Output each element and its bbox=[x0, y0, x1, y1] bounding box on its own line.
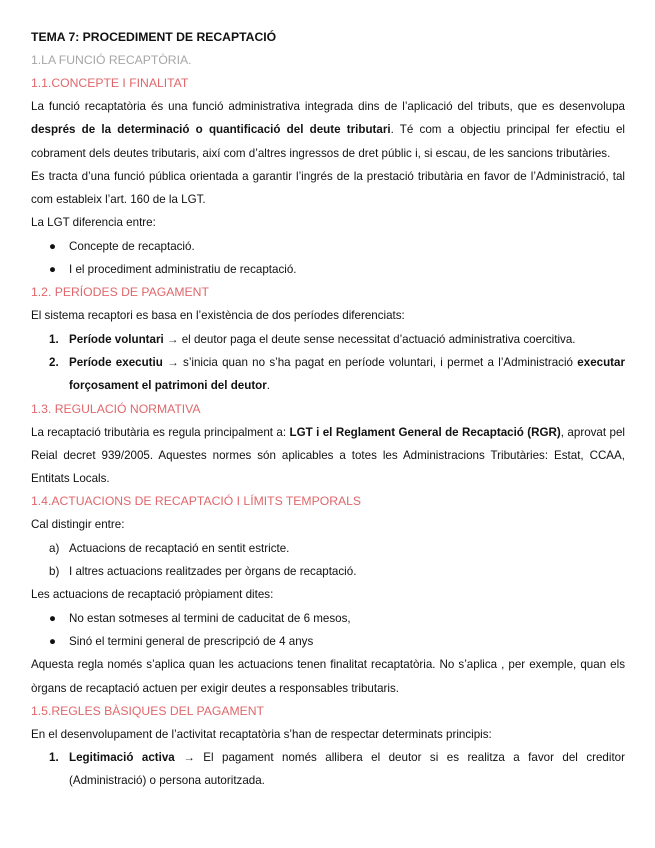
paragraph-principles-intro: En el desenvolupament de l’activitat recaptatòria s’han de respectar determinats principis: bbox=[31, 727, 492, 741]
section-heading-1-3: 1.3. REGULACIÓ NORMATIVA bbox=[31, 401, 201, 416]
list-item: b) I altres actuacions realitzades per òrgans de recaptació. bbox=[49, 565, 357, 579]
bullet-icon: ● bbox=[49, 634, 57, 648]
alpha-list-actions bbox=[31, 537, 625, 584]
list-item: 1. Legitimació activa → El pagament només allibera el deutor si es realitza a favor del creditor (Administració) o persona autoritzada. bbox=[49, 751, 625, 788]
list-item: a) Actuacions de recaptació en sentit estricte. bbox=[49, 541, 290, 555]
paragraph-lgt-distinguishes: La LGT diferencia entre: bbox=[31, 216, 156, 230]
paragraph-actions-proper: Les actuacions de recaptació pròpiament dites: bbox=[31, 588, 274, 602]
paragraph-rule-scope: Aquesta regla només s’aplica quan les actuacions tenen finalitat recaptatòria. No s’aplica , per exemple, quan els òrgans de recaptació actuen per exigir deutes a responsables tributaris. bbox=[31, 658, 625, 695]
paragraph-concept: La funció recaptatòria és una funció administrativa integrada dins de l’aplicació del tributs, que es desenvolupa després de la determinació o quantificació del deute tributari. Té com a objectiu principal fer efectiu el cobrament dels deutes tributaris, així com d’altres ingressos de dret públic i, si escau, de les sancions tributàries. bbox=[31, 100, 626, 160]
list-item: ● I el procediment administratiu de recaptació. bbox=[31, 258, 625, 281]
bullet-icon: ● bbox=[49, 263, 57, 277]
paragraph-periods-intro: El sistema recaptori es basa en l’existència de dos períodes diferenciats: bbox=[31, 309, 405, 323]
list-item: ● Concepte de recaptació. bbox=[31, 235, 625, 258]
section-heading-1: 1.LA FUNCIÓ RECAPTÒRIA. bbox=[31, 53, 192, 67]
bullet-icon: ● bbox=[49, 239, 57, 253]
section-heading-1-2: 1.2. PERÍODES DE PAGAMENT bbox=[31, 285, 209, 300]
document-title: TEMA 7: PROCEDIMENT DE RECAPTACIÓ bbox=[31, 30, 277, 44]
document-page bbox=[31, 26, 625, 793]
bullet-list-terms bbox=[31, 607, 625, 654]
section-heading-1-5: 1.5.REGLES BÀSIQUES DEL PAGAMENT bbox=[31, 703, 264, 718]
numbered-list-principles bbox=[31, 746, 625, 793]
list-item: ● Sinó el termini general de prescripció de 4 anys bbox=[31, 630, 625, 653]
bullet-list-concepts bbox=[31, 235, 625, 282]
paragraph-distinguish: Cal distingir entre: bbox=[31, 518, 125, 532]
list-item: ● No estan sotmeses al termini de caducitat de 6 mesos, bbox=[31, 607, 625, 630]
section-heading-1-1: 1.1.CONCEPTE I FINALITAT bbox=[31, 76, 189, 90]
paragraph-public-function: Es tracta d’una funció pública orientada a garantir l’ingrés de la prestació tributària en favor de l’Administració, tal com estableix l’art. 160 de la LGT. bbox=[31, 169, 625, 207]
paragraph-regulation: La recaptació tributària es regula principalment a: LGT i el Reglament General de Recaptació (RGR), aprovat pel Reial decret 939/2005. Aquestes normes són aplicables a totes les Administracions Tributàries: Estat, CCAA, Entitats Locals. bbox=[31, 425, 625, 486]
numbered-list-periods bbox=[31, 328, 625, 398]
section-heading-1-4: 1.4.ACTUACIONS DE RECAPTACIÓ I LÍMITS TEMPORALS bbox=[31, 494, 362, 509]
bullet-icon: ● bbox=[49, 611, 57, 625]
list-item: 2. Període executiu → s’inicia quan no s’ha pagat en període voluntari, i permet a l’Administració executar forçosament el patrimoni del deutor. bbox=[49, 355, 625, 393]
list-item: 1. Període voluntari → el deutor paga el deute sense necessitat d’actuació administrativa coercitiva. bbox=[49, 332, 576, 346]
